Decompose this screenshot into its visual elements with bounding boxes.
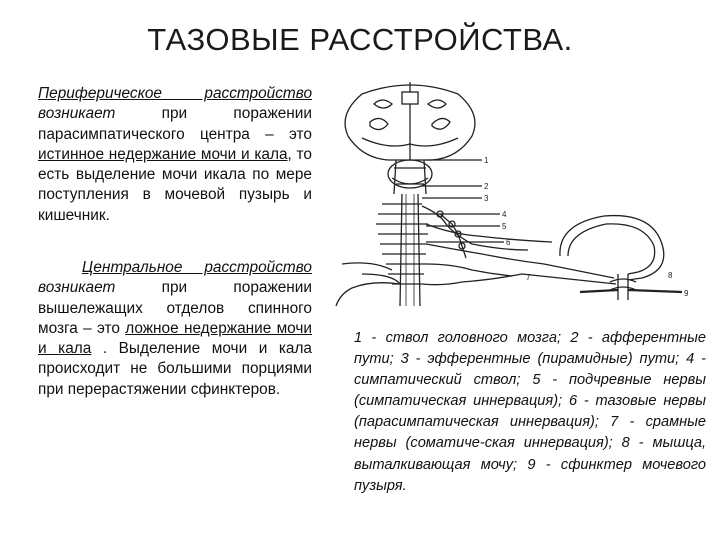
figure-label-7: 7 [526,273,531,282]
false-incontinence-term: ложное недержание мочи и кала [38,319,312,358]
figure-label-6: 6 [506,238,511,247]
peripheral-verb: возникает [38,105,116,123]
page-title: ТАЗОВЫЕ РАССТРОЙСТВА. [147,22,573,57]
brain-section-drawing [345,82,475,194]
figure-label-4: 4 [502,210,507,219]
central-verb: возникает [38,279,116,297]
peripheral-disorder-paragraph [38,84,312,226]
lower-limb-outline [336,263,400,306]
spinal-cord-drawing [376,194,428,306]
figure-label-8: 8 [668,271,673,280]
central-disorder-paragraph [38,258,312,400]
figure-label-9: 9 [684,289,689,298]
central-disorder-term: Центральное расстройство [81,259,312,276]
pelvic-innervation-diagram [322,74,714,326]
bladder-drawing [522,216,682,300]
figure-label-3: 3 [484,194,489,203]
sympathetic-chain-drawing [422,206,552,285]
central-text-1: при поражении вышележащих отделов спинного мозга – это [38,279,312,337]
peripheral-text-2: , то есть выделение мочи икала по мере поступления в мочевой пузырь и кишечник. [38,145,312,224]
true-incontinence-term: истинное недержание мочи и кала [38,145,288,163]
peripheral-text-1: при поражении парасимпатического центра – это [38,105,312,143]
figure-label-2: 2 [484,182,489,191]
figure-caption: 1 - ствол головного мозга; 2 - афферентные пути; 3 - эфферентные (пирамидные) пути; 4 - симпатический ствол; 5 - подчревные нервы (симпатическая иннервация); 6 - тазовые нервы (парасимпатическая иннервация); 7 - срамные нервы (соматиче-ская иннервация); 8 - мышца, выталкивающая мочу; 9 - сфинктер мочевого пузыря. [354,330,706,494]
central-text-2: . Выделение мочи и кала происходит не большими порциями при перерастяжении сфинктеров. [38,340,312,398]
figure-label-5: 5 [502,222,507,231]
peripheral-disorder-term: Периферическое расстройство [38,85,312,102]
central-indent [38,259,82,276]
figure-label-1: 1 [484,156,489,165]
